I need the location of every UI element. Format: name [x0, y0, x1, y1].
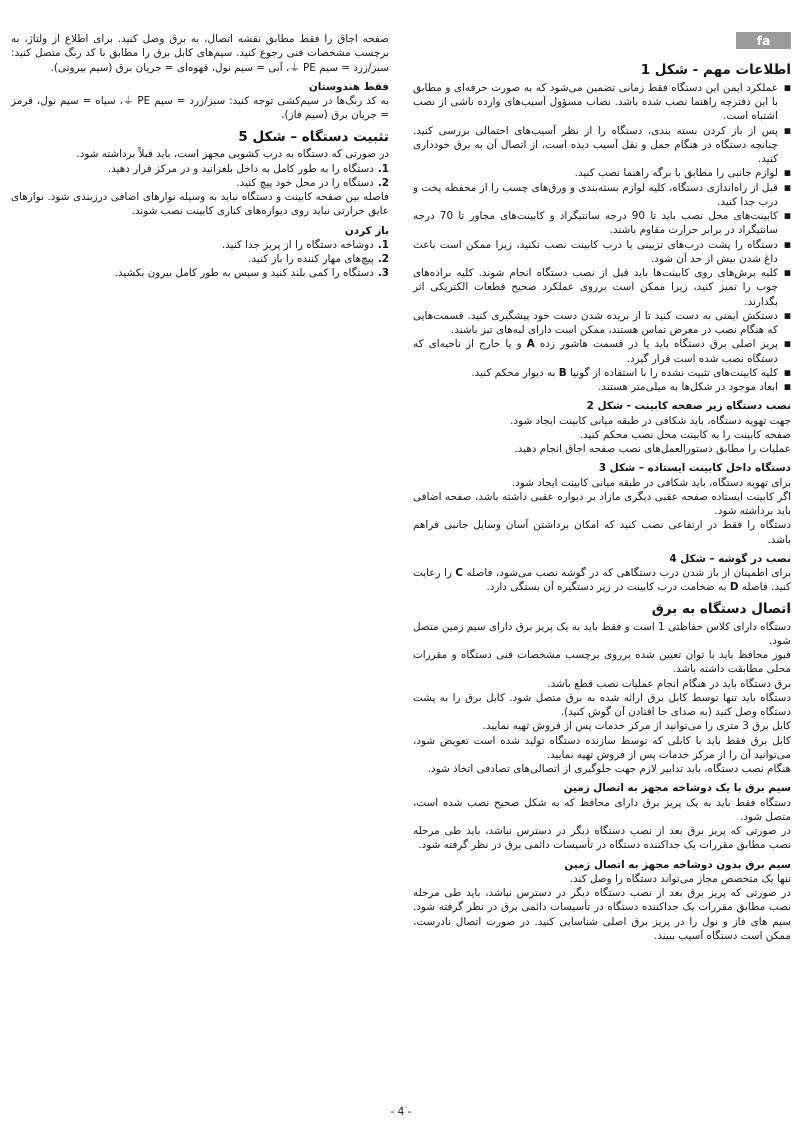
- square-bullet-icon: ■: [783, 168, 791, 178]
- paragraph: دستگاه را فقط در ارتفاعی نصب کنید که امکان برداشتن آسان وسایل جانبی فراهم باشد.: [413, 519, 791, 546]
- bullet-item: [413, 181, 791, 210]
- step-text: دوشاخه دستگاه را از پریز جدا کنید.: [221, 238, 374, 251]
- paragraph: تنها یک متخصص مجاز می‌تواند دستگاه را وصل کند.: [569, 872, 791, 885]
- square-bullet-icon: ■: [783, 382, 791, 392]
- paragraph: هنگام نصب دستگاه، باید تدابیر لازم جهت جلوگیری از اتصالی‌های تصادفی اتخاذ شود.: [427, 763, 791, 775]
- heading-2: فقط هندوستان: [308, 80, 389, 93]
- heading-1: اطلاعات مهم - شکل 1: [640, 62, 791, 78]
- language-badge: fa: [736, 32, 791, 49]
- left-column: [11, 32, 389, 281]
- bullet-text: کلیه کابینت‌های تثبیت نشده را با استفاده از گونیا B به دیوار محکم کنید.: [471, 366, 778, 379]
- bullet-item: [413, 166, 791, 180]
- square-bullet-icon: ■: [783, 125, 791, 135]
- numbered-step: [11, 238, 389, 252]
- step-text: دستگاه را در محل خود پیچ کنید.: [236, 176, 374, 189]
- paragraph: برای تهویه دستگاه، باید شکافی در طبقه میانی کابینت ایجاد شود.: [511, 476, 791, 489]
- bullet-text: دستکش ایمنی به دست کنید تا از بریده شدن دست خود پیشگیری کنید. قسمت‌هایی که هنگام نصب در معرض تماس هستند، ممکن است دارای لبه‌های تیز باشند.: [413, 309, 778, 337]
- bullet-item: [413, 209, 791, 238]
- paragraph: برای اطمینان از باز شدن درب دستگاهی که در گوشه نصب می‌شود، فاصله C را رعایت کنید. فاصله D به ضخامت درب کابینت در زیر دستگیره آن بستگی دارد.: [413, 567, 791, 594]
- numbered-step: [11, 162, 389, 176]
- paragraph: دستگاه فقط باید به یک پریز برق دارای محافظ که به شکل صحیح نصب شده است، متصل شود.: [413, 796, 791, 823]
- paragraph: صفحه کابینت را به کابینت محل نصب محکم کنید.: [579, 428, 791, 441]
- two-column-layout: [11, 32, 791, 943]
- step-text: دستگاه را کمی بلند کنید و سپس به طور کامل بیرون بکشید.: [114, 267, 374, 280]
- step-number: 1.: [377, 162, 389, 175]
- heading-2: سیم برق با یک دوشاخه مجهز به اتصال زمین: [563, 782, 791, 795]
- step-number: 3.: [377, 267, 389, 280]
- square-bullet-icon: ■: [783, 239, 791, 249]
- bullet-text: عملکرد ایمن این دستگاه فقط زمانی تضمین می‌شود که به صورت حرفه‌ای و مطابق با این دفترچه راهنما نصب شده باشد. نصاب مسؤول آسیب‌های وارده ناشی از نصب اشتباه است.: [413, 81, 778, 123]
- right-column-content: [413, 62, 791, 943]
- heading-2: نصب در گوشه – شکل 4: [669, 552, 791, 565]
- paragraph: اگر کابینت ایستاده صفحه عقبی دیگری مازاد بر دیواره عقبی داشته باشد، صفحه اضافی باید برداشته شود.: [413, 490, 791, 518]
- paragraph: دستگاه دارای کلاس حفاظتی 1 است و فقط باید به یک پریز برق دارای سیم زمین متصل شود.: [412, 620, 791, 647]
- heading-2: نصب دستگاه زیر صفحه کابینت - شکل 2: [586, 400, 791, 413]
- numbered-step: [11, 176, 389, 190]
- bullet-text: کلیه برش‌های روی کابینت‌ها باید قبل از نصب دستگاه انجام شوند. کلیه براده‌های چوب را تمیز کنید، زیرا ممکن است برروی عملکرد صحیح قطعات الکتریکی اثر بگذارند.: [413, 267, 778, 308]
- step-number: 2.: [377, 176, 389, 189]
- paragraph: در صورتی که پریز برق بعد از نصب دستگاه دیگر در دسترس نباشد، باید طی مرحله نصب مطابق مقررات یک جداکننده دستگاه در تأسیسات دائمی برق در نظر گرفته شود. سیم های فاز و نول را در پریز برق اصلی شناسایی کنید. در صورت اتصال نادرست، ممکن است دستگاه آسیب ببیند.: [413, 887, 791, 942]
- paragraph: صفحه اجاق را فقط مطابق نقشه اتصال، به برق وصل کنید. برای اطلاع از ولتاژ، به برچسب مشخصات فنی رجوع کنید. سیم‌های کابل برق را مطابق با کد رنگ متصل کنید: سبز/زرد = سیم PE ⏚، آبی = سیم نول، قهوه‌ای = جریان برق (سیم بیرونی).: [11, 33, 389, 74]
- bullet-item: [413, 380, 791, 394]
- bullet-item: [413, 238, 791, 267]
- paragraph: عملیات را مطابق دستورالعمل‌های نصب صفحه اجاق انجام دهید.: [514, 443, 791, 456]
- bullet-text: کابینت‌های محل نصب باید تا 90 درجه سانتیگراد و کابینت‌های مجاور تا 70 درجه سانتیگراد در برابر حرارت مقاوم باشند.: [413, 210, 778, 237]
- heading-2: دستگاه داخل کابینت ایستاده – شکل 3: [598, 462, 791, 475]
- paragraph: در صورتی که دستگاه به درب کشویی مجهز است، باید قبلاً برداشته شود.: [76, 148, 389, 161]
- paragraph: به کد رنگ‌ها در سیم‌کشی توجه کنید: سبز/زرد = سیم PE ⏚، سیاه = سیم نول، قرمز = جریان برق (سیم فاز).: [11, 95, 390, 122]
- step-text: دستگاه را به طور کامل به داخل بلغزانید و در مرکز قرار دهید.: [107, 162, 374, 175]
- step-text: پیچ‌های مهار کننده را باز کنید.: [248, 253, 374, 266]
- heading-1: اتصال دستگاه به برق: [651, 600, 791, 617]
- bullet-item: [413, 266, 791, 309]
- paragraph: برق دستگاه باید در هنگام انجام عملیات نصب قطع باشد.: [547, 677, 791, 690]
- square-bullet-icon: ■: [783, 310, 791, 320]
- paragraph: جهت تهویه دستگاه، باید شکافی در طبقه میانی کابینت ایجاد شود.: [510, 414, 791, 427]
- paragraph: فاصله بین صفحه کابینت و دستگاه نباید به وسیله نوارهای اضافی درزبندی شود. نوارهای عایق حرارتی نباید روی دیواره‌های کناری کابینت نصب شوند.: [11, 191, 389, 218]
- square-bullet-icon: ■: [783, 268, 791, 278]
- paragraph: دستگاه باید تنها توسط کابل برق ارائه شده به برق متصل شود. کابل برق را به پشت دستگاه وصل کنید (به صدای جا افتادن آن گوش کنید).: [413, 691, 791, 718]
- left-column-content: [11, 32, 389, 281]
- step-number: 2.: [377, 253, 389, 266]
- square-bullet-icon: ■: [783, 82, 791, 92]
- bullet-text: پریز اصلی برق دستگاه باید یا در قسمت هاشور زده A و یا خارج از ناحیه‌ای که دستگاه نصب شده است قرار گیرد.: [413, 338, 778, 365]
- heading-2: سیم برق بدون دوشاخه مجهز به اتصال زمین: [564, 858, 791, 871]
- bullet-item: [413, 81, 791, 124]
- bullet-text: پس از باز کردن بسته بندی، دستگاه را از نظر آسیب‌های احتمالی بررسی کنید. چنانچه دستگاه در هنگام حمل و نقل آسیب دیده است، از اتصال آن به برق خودداری کنید.: [413, 124, 778, 166]
- numbered-step: [11, 252, 389, 266]
- bullet-item: [413, 124, 791, 167]
- numbered-step: [11, 266, 389, 280]
- square-bullet-icon: ■: [783, 211, 791, 221]
- page-number: - 4 -: [390, 1106, 412, 1118]
- bullet-item: [413, 337, 791, 366]
- paragraph: در صورتی که پریز برق بعد از نصب دستگاه دیگر در دسترس نباشد، باید طی مرحله نصب مطابق مقررات یک جداکننده دستگاه در تأسیسات دائمی برق در نظر گرفته شود.: [413, 825, 791, 852]
- paragraph: کابل برق فقط باید با کابلی که توسط سازنده دستگاه تولید شده است تعویض شود، می‌توانید آن را از مرکز خدمات پس از فروش تهیه نمایید.: [413, 734, 791, 761]
- square-bullet-icon: ■: [783, 182, 791, 192]
- step-number: 1.: [377, 238, 389, 251]
- bullet-text: لوازم جانبی را مطابق با برگه راهنما نصب کنید.: [574, 167, 778, 180]
- bullet-text: قبل از راه‌اندازی دستگاه، کلیه لوازم بسته‌بندی و ورق‌های چسب را از محفظه پخت و درب جدا کنید.: [413, 181, 778, 208]
- paragraph: کابل برق 3 متری را می‌توانید از مرکز خدمات پس از فروش تهیه نمایید.: [482, 720, 791, 733]
- bullet-text: دستگاه را پشت درب‌های تزیینی یا درب کابینت نصب نکنید، زیرا ممکن است باعث داغ شدن بیش از حد آن شود.: [413, 238, 778, 265]
- paragraph: فیوز محافظ باید با توان تعیین شده برروی برچسب مشخصات فنی دستگاه و مقررات محلی مطابقت داشته باشد.: [413, 649, 791, 676]
- heading-1: تثبیت دستگاه – شکل 5: [238, 128, 389, 145]
- bullet-item: [413, 309, 791, 338]
- square-bullet-icon: ■: [783, 367, 791, 377]
- right-column: [413, 32, 791, 943]
- heading-2: باز کردن: [344, 224, 389, 237]
- square-bullet-icon: ■: [783, 339, 791, 349]
- bullet-item: [413, 366, 791, 380]
- bullet-text: ابعاد موجود در شکل‌ها به میلی‌متر هستند.: [598, 381, 778, 394]
